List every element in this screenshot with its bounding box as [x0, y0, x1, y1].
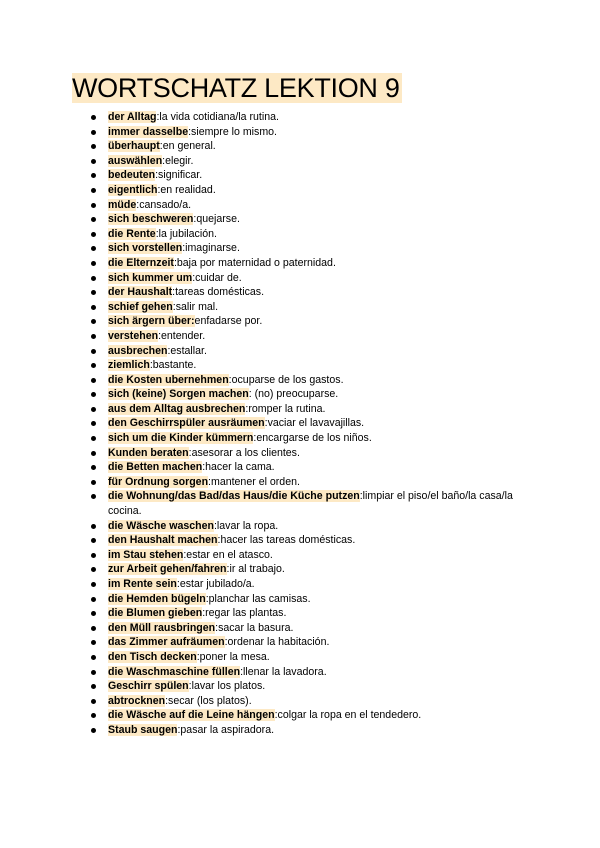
german-term: die Kosten ubernehmen	[108, 373, 229, 386]
spanish-translation: :secar (los platos).	[165, 694, 252, 707]
spanish-translation: :hacer la cama.	[202, 461, 275, 474]
spanish-translation: :estar en el atasco.	[183, 548, 273, 561]
vocab-item	[0, 139, 600, 154]
vocab-item	[0, 110, 600, 125]
spanish-translation: :limpiar el piso/el baño/la casa/la cocina.	[108, 490, 513, 518]
bullet-icon	[91, 684, 96, 689]
spanish-translation: :cansado/a.	[136, 198, 192, 211]
german-term: die Blumen gieben	[108, 607, 203, 620]
vocab-item	[0, 621, 600, 636]
bullet-icon	[91, 276, 96, 281]
spanish-translation: :cuidar de.	[192, 271, 242, 284]
spanish-translation: :llenar la lavadora.	[240, 665, 327, 678]
german-term: die Elternzeit	[108, 256, 174, 269]
spanish-translation: :colgar la ropa en el tendedero.	[274, 709, 422, 722]
german-term: der Alltag	[108, 111, 157, 123]
vocab-item	[0, 154, 600, 169]
bullet-icon	[91, 115, 96, 120]
spanish-translation: :siempre lo mismo.	[188, 125, 277, 138]
bullet-icon	[91, 494, 96, 499]
vocab-item	[0, 416, 600, 431]
german-term: ziemlich	[108, 359, 150, 372]
spanish-translation: :bastante.	[149, 359, 197, 372]
bullet-icon	[91, 553, 96, 558]
vocabulary-list	[0, 110, 600, 738]
german-term: Kunden beraten	[108, 446, 189, 459]
german-term: sich ärgern über:	[108, 315, 195, 328]
bullet-icon	[91, 451, 96, 456]
vocab-item	[0, 256, 600, 271]
german-term: für Ordnung sorgen	[108, 475, 209, 488]
page-title: WORTSCHATZ LEKTION 9	[72, 73, 400, 103]
spanish-translation: enfadarse por.	[194, 315, 263, 328]
german-term: die Wäsche waschen	[108, 519, 214, 532]
vocab-item	[0, 212, 600, 227]
german-term: schief gehen	[108, 300, 173, 313]
vocab-item	[0, 694, 600, 709]
vocab-item	[0, 227, 600, 242]
german-term: eigentlich	[108, 183, 158, 196]
spanish-translation: :entender.	[158, 329, 206, 342]
bullet-icon	[91, 421, 96, 426]
vocab-item	[0, 708, 600, 723]
german-term: immer dasselbe	[108, 125, 189, 138]
german-term: auswählen	[108, 154, 163, 167]
spanish-translation: :tareas domésticas.	[172, 286, 265, 299]
german-term: Geschirr spülen	[108, 680, 189, 693]
spanish-translation: :vaciar el lavavajillas.	[264, 417, 365, 430]
bullet-icon	[91, 159, 96, 164]
spanish-translation: :salir mal.	[172, 300, 219, 313]
german-term: im Stau stehen	[108, 548, 184, 561]
bullet-icon	[91, 130, 96, 135]
spanish-translation: :ir al trabajo.	[226, 563, 285, 576]
spanish-translation: :sacar la basura.	[215, 621, 294, 634]
spanish-translation: :la jubilación.	[155, 227, 217, 240]
spanish-translation: :baja por maternidad o paternidad.	[173, 256, 336, 269]
spanish-translation: :elegir.	[162, 154, 194, 167]
german-term: die Hemden bügeln	[108, 592, 206, 605]
spanish-translation: :planchar las camisas.	[205, 592, 311, 605]
bullet-icon	[91, 728, 96, 733]
bullet-icon	[91, 290, 96, 295]
bullet-icon	[91, 232, 96, 237]
vocab-item	[0, 314, 600, 329]
spanish-translation: :en general.	[159, 140, 216, 153]
bullet-icon	[91, 524, 96, 529]
bullet-icon	[91, 699, 96, 704]
bullet-icon	[91, 392, 96, 397]
bullet-icon	[91, 626, 96, 631]
german-term: den Geschirrspüler ausräumen	[108, 417, 265, 430]
bullet-icon	[91, 611, 96, 616]
german-term: abtrocknen	[108, 694, 166, 707]
german-term: ausbrechen	[108, 344, 168, 357]
vocab-item	[0, 402, 600, 417]
vocab-item	[0, 665, 600, 680]
bullet-icon	[91, 597, 96, 602]
vocab-item	[0, 679, 600, 694]
bullet-icon	[91, 655, 96, 660]
german-term: sich um die Kinder kümmern	[108, 432, 254, 445]
vocab-item	[0, 606, 600, 621]
vocab-item	[0, 475, 600, 490]
german-term: zur Arbeit gehen/fahren	[108, 563, 227, 576]
german-term: Staub saugen	[108, 723, 178, 736]
bullet-icon	[91, 713, 96, 718]
german-term: die Betten machen	[108, 461, 203, 474]
vocab-item	[0, 168, 600, 183]
bullet-icon	[91, 378, 96, 383]
vocab-item	[0, 300, 600, 315]
vocab-item	[0, 446, 600, 461]
bullet-icon	[91, 640, 96, 645]
spanish-translation: :lavar los platos.	[188, 680, 266, 693]
bullet-icon	[91, 436, 96, 441]
vocab-item	[0, 271, 600, 286]
vocab-item	[0, 358, 600, 373]
bullet-icon	[91, 261, 96, 266]
german-term: den Tisch decken	[108, 650, 197, 663]
spanish-translation: :en realidad.	[157, 183, 216, 196]
vocab-item	[0, 285, 600, 300]
vocab-item	[0, 373, 600, 388]
spanish-translation: :encargarse de los niños.	[253, 432, 372, 445]
german-term: sich vorstellen	[108, 242, 183, 255]
vocab-item	[0, 198, 600, 213]
spanish-translation: :estallar.	[167, 344, 207, 357]
german-term: aus dem Alltag ausbrechen	[108, 402, 246, 415]
german-term: sich beschweren	[108, 213, 194, 226]
german-term: den Haushalt machen	[108, 534, 218, 547]
german-term: im Rente sein	[108, 578, 177, 590]
vocab-item	[0, 344, 600, 359]
vocab-item	[0, 329, 600, 344]
german-term: überhaupt	[108, 140, 160, 153]
bullet-icon	[91, 334, 96, 339]
vocab-item	[0, 241, 600, 256]
german-term: das Zimmer aufräumen	[108, 636, 225, 649]
vocab-item	[0, 183, 600, 198]
vocab-item	[0, 533, 600, 548]
german-term: die Waschmaschine füllen	[108, 665, 241, 678]
vocab-item	[0, 519, 600, 534]
vocab-item	[0, 577, 600, 592]
german-term: die Rente	[108, 227, 156, 240]
vocab-item	[0, 592, 600, 607]
bullet-icon	[91, 480, 96, 485]
german-term: müde	[108, 198, 137, 211]
spanish-translation: :imaginarse.	[182, 242, 240, 255]
spanish-translation: :mantener el orden.	[208, 475, 300, 488]
bullet-icon	[91, 363, 96, 368]
bullet-icon	[91, 407, 96, 412]
spanish-translation: :pasar la aspiradora.	[177, 723, 275, 736]
vocab-item	[0, 723, 600, 738]
vocab-item	[0, 387, 600, 402]
german-term: sich kummer um	[108, 271, 193, 284]
spanish-translation: :ocuparse de los gastos.	[228, 373, 344, 386]
bullet-icon	[91, 203, 96, 208]
bullet-icon	[91, 465, 96, 470]
bullet-icon	[91, 319, 96, 324]
bullet-icon	[91, 670, 96, 675]
vocab-item	[0, 650, 600, 665]
spanish-translation: :quejarse.	[193, 213, 240, 226]
bullet-icon	[91, 188, 96, 193]
spanish-translation: :regar las plantas.	[202, 607, 287, 620]
spanish-translation: :lavar la ropa.	[213, 519, 279, 532]
german-term: sich (keine) Sorgen machen	[108, 388, 249, 401]
vocab-item	[0, 562, 600, 577]
spanish-translation: :asesorar a los clientes.	[188, 446, 300, 459]
vocab-item	[0, 548, 600, 563]
bullet-icon	[91, 582, 96, 587]
bullet-icon	[91, 173, 96, 178]
german-term: die Wohnung/das Bad/das Haus/die Küche putzen	[108, 490, 360, 503]
spanish-translation: :romper la rutina.	[245, 402, 326, 415]
vocab-item	[0, 635, 600, 650]
german-term: die Wäsche auf die Leine hängen	[108, 709, 275, 722]
spanish-translation: :ordenar la habitación.	[224, 636, 330, 649]
spanish-translation: : (no) preocuparse.	[248, 388, 339, 401]
spanish-translation: :hacer las tareas domésticas.	[217, 534, 356, 547]
bullet-icon	[91, 538, 96, 543]
bullet-icon	[91, 305, 96, 310]
vocab-item	[0, 460, 600, 475]
german-term: den Müll rausbringen	[108, 621, 216, 634]
vocab-item	[0, 489, 600, 518]
spanish-translation: :significar.	[155, 169, 203, 182]
bullet-icon	[91, 217, 96, 222]
vocab-item	[0, 125, 600, 140]
spanish-translation: :estar jubilado/a.	[176, 578, 255, 590]
spanish-translation: :poner la mesa.	[196, 650, 270, 663]
german-term: der Haushalt	[108, 286, 173, 299]
bullet-icon	[91, 567, 96, 572]
german-term: bedeuten	[108, 169, 156, 182]
bullet-icon	[91, 349, 96, 354]
bullet-icon	[91, 144, 96, 149]
bullet-icon	[91, 246, 96, 251]
spanish-translation: :la vida cotidiana/la rutina.	[156, 111, 279, 123]
vocab-item	[0, 431, 600, 446]
german-term: verstehen	[108, 329, 159, 342]
